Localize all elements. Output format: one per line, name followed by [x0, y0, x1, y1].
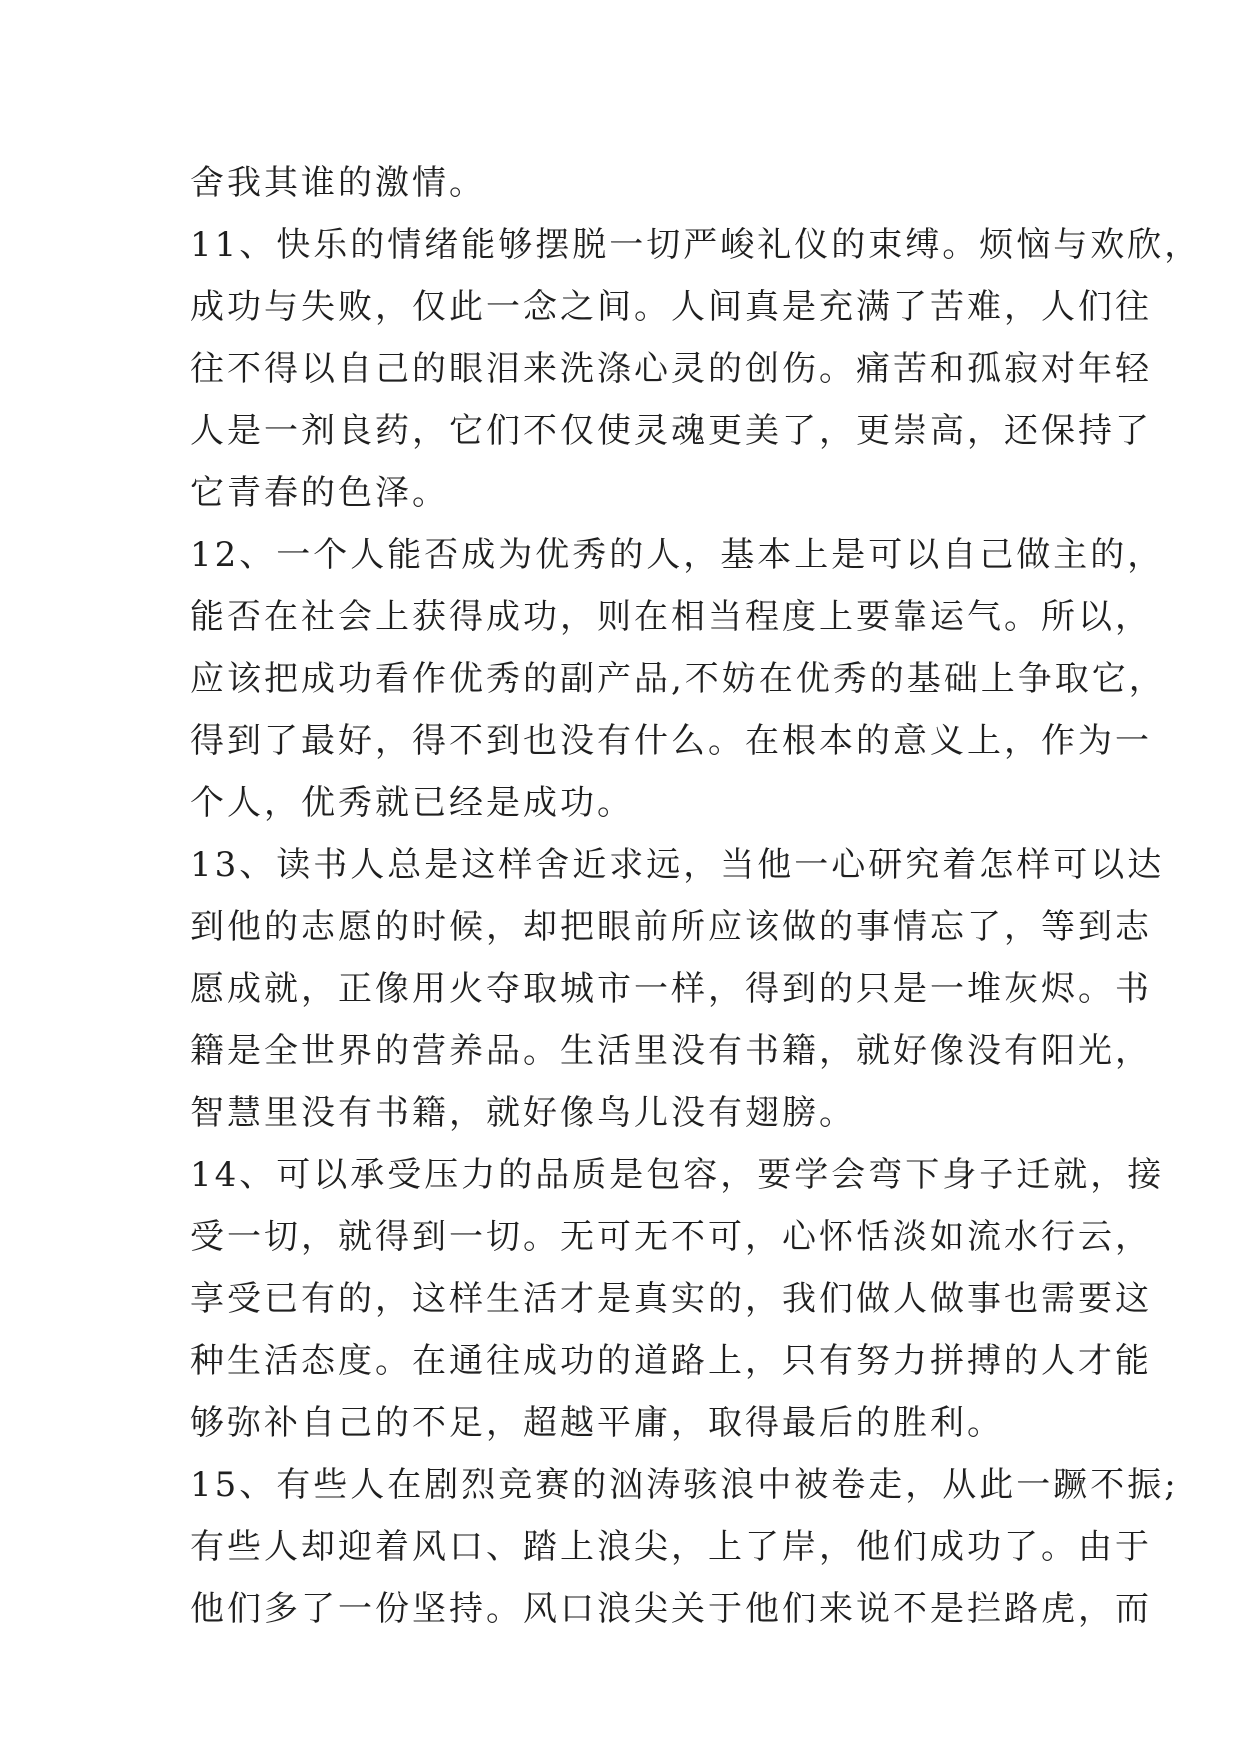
- text-line: 愿成就，正像用火夺取城市一样，得到的只是一堆灰烬。书: [190, 969, 1152, 1009]
- text-line: 能否在社会上获得成功，则在相当程度上要靠运气。所以，: [190, 597, 1152, 637]
- text-line: 有些人却迎着风口、踏上浪尖，上了岸，他们成功了。由于: [190, 1527, 1152, 1567]
- text-line: 智慧里没有书籍，就好像鸟儿没有翅膀。: [190, 1093, 856, 1133]
- text-line: 到他的志愿的时候，却把眼前所应该做的事情忘了，等到志: [190, 907, 1152, 947]
- text-line: 15、有些人在剧烈竞赛的汹涛骇浪中被卷走，从此一蹶不振;: [190, 1465, 1179, 1505]
- text-line: 往不得以自己的眼泪来洗涤心灵的创伤。痛苦和孤寂对年轻: [190, 349, 1152, 389]
- text-line: 12、一个人能否成为优秀的人，基本上是可以自己做主的，: [190, 535, 1165, 575]
- text-line: 应该把成功看作优秀的副产品,不妨在优秀的基础上争取它，: [190, 659, 1166, 699]
- text-line: 成功与失败，仅此一念之间。人间真是充满了苦难，人们往: [190, 287, 1152, 327]
- text-line: 够弥补自己的不足，超越平庸，取得最后的胜利。: [190, 1403, 1004, 1443]
- text-line: 得到了最好，得不到也没有什么。在根本的意义上，作为一: [190, 721, 1152, 761]
- text-line: 舍我其谁的激情。: [190, 163, 486, 203]
- text-line: 人是一剂良药，它们不仅使灵魂更美了，更崇高，还保持了: [190, 411, 1152, 451]
- text-line: 个人，优秀就已经是成功。: [190, 783, 634, 823]
- document-body: [190, 152, 1202, 1640]
- text-line: 11、快乐的情绪能够摆脱一切严峻礼仪的束缚。烦恼与欢欣，: [190, 225, 1202, 265]
- text-line: 13、读书人总是这样舍近求远，当他一心研究着怎样可以达: [190, 845, 1165, 885]
- text-line: 享受已有的，这样生活才是真实的，我们做人做事也需要这: [190, 1279, 1152, 1319]
- text-line: 他们多了一份坚持。风口浪尖关于他们来说不是拦路虎，而: [190, 1589, 1152, 1629]
- text-line: 它青春的色泽。: [190, 473, 449, 513]
- text-line: 种生活态度。在通往成功的道路上，只有努力拼搏的人才能: [190, 1341, 1152, 1381]
- text-line: 籍是全世界的营养品。生活里没有书籍，就好像没有阳光，: [190, 1031, 1152, 1071]
- text-line: 14、可以承受压力的品质是包容，要学会弯下身子迁就，接: [190, 1155, 1165, 1195]
- text-line: 受一切，就得到一切。无可无不可，心怀恬淡如流水行云，: [190, 1217, 1152, 1257]
